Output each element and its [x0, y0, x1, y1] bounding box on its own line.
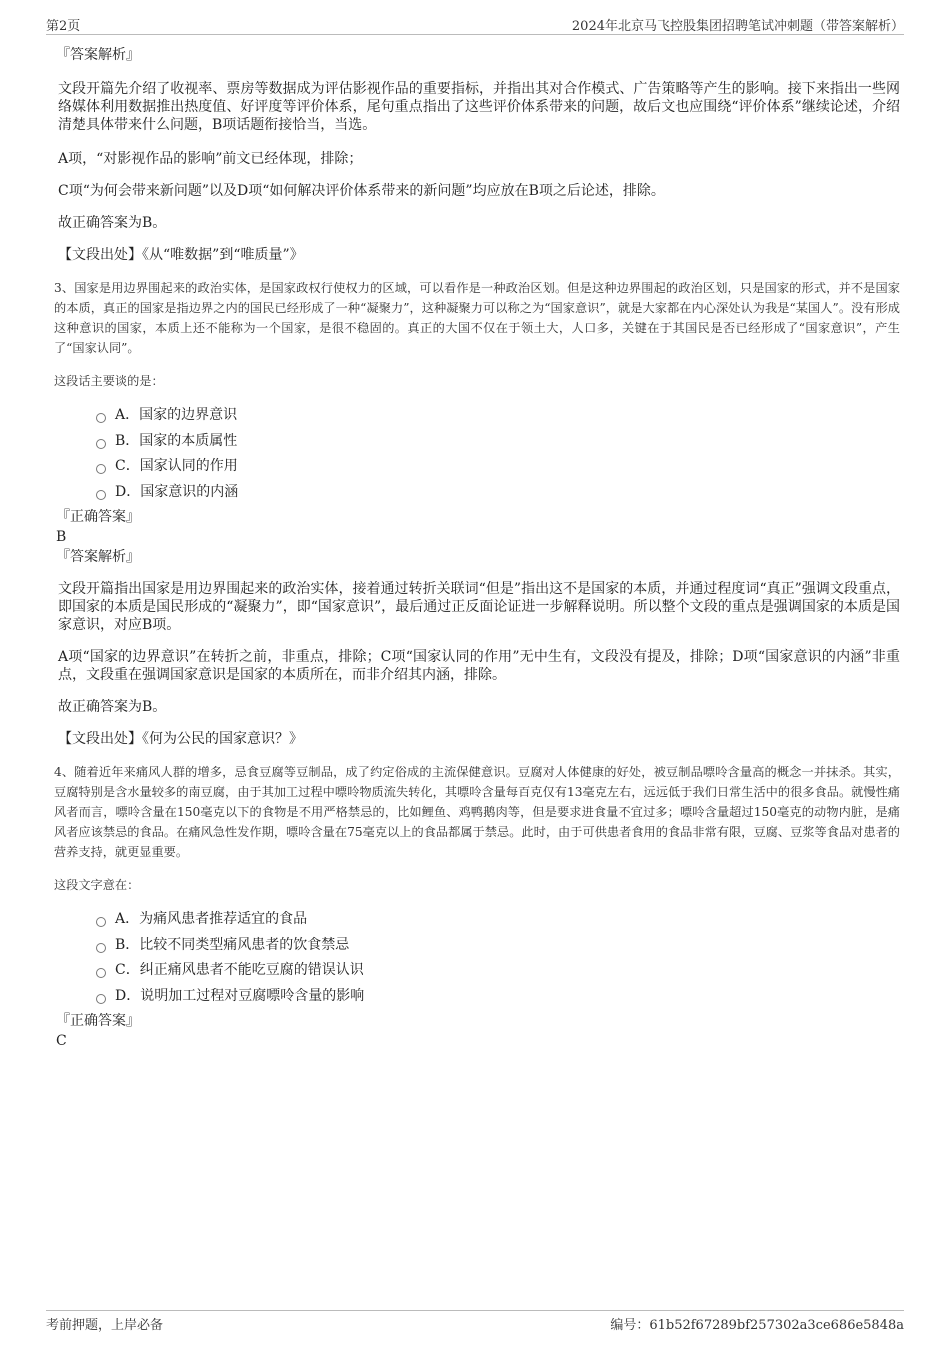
q4-question-text: 4、随着近年来痛风人群的增多，忌食豆腐等豆制品，成了约定俗成的主流保健意识。豆腐对人体健康的好处，被豆制品嘌呤含量高的概念一并抹杀。其实，豆腐特别是含水量较多的南豆腐，由于其加工过程中嘌呤物质流失转化，其嘌呤含量每百克仅有13毫克左右，远远低于我们日常生活中的很多食品。就慢性痛风者而言，嘌呤含量在150毫克以下的食物是不用严格禁忌的，比如鲤鱼、鸡鸭鹅肉等，但是要求进食量不宜过多；嘌呤含量超过150毫克的动物内脏，是痛风者应该禁忌的食品。在痛风急性发作期，嘌呤含量在75毫克以上的食品都属于禁忌。此时，由于可供患者食用的食品非常有限，豆腐、豆浆等食品对患者的营养支持，就更显重要。	[54, 765, 900, 859]
radio-button-icon[interactable]	[96, 943, 106, 953]
radio-button-icon[interactable]	[96, 994, 106, 1004]
document-title: 2024年北京马飞控股集团招聘笔试冲刺题（带答案解析）	[571, 19, 904, 34]
q3-analysis-label: 『答案解析』	[56, 549, 140, 565]
q4-option-c[interactable]: C．纠正痛风患者不能吃豆腐的错误认识	[96, 961, 900, 987]
q2-analysis-label: 『答案解析』	[56, 47, 140, 63]
q3-analysis-paragraph: A项“国家的边界意识”在转折之前，非重点，排除；C项“国家认同的作用”无中生有，文段没有提及，排除；D项“国家意识的内涵”非重点，文段重在强调国家意识是国家的本质所在，而非介绍其内涵，排除。	[58, 649, 900, 683]
q3-analysis-conclusion: 故正确答案为B。	[58, 699, 167, 715]
q3-option-c[interactable]: C．国家认同的作用	[96, 457, 900, 483]
q3-option-a[interactable]: A．国家的边界意识	[96, 406, 900, 432]
radio-button-icon[interactable]	[96, 439, 106, 449]
q2-analysis-paragraph: C项“为何会带来新问题”以及D项“如何解决评价体系带来的新问题”均应放在B项之后论述，排除。	[58, 183, 665, 199]
q4-question-prompt: 这段文字意在：	[54, 878, 140, 892]
q3-options	[96, 406, 900, 508]
q4-option-b[interactable]: B．比较不同类型痛风患者的饮食禁忌	[96, 936, 900, 962]
q3-analysis-paragraph: 文段开篇指出国家是用边界围起来的政治实体，接着通过转折关联词“但是”指出这不是国家的本质，并通过程度词“真正”强调文段重点，即国家的本质是国民形成的“凝聚力”，即“国家意识”，最后通过正反面论证进一步解释说明。所以整个文段的重点是强调国家的本质是国家意识，对应B项。	[58, 581, 900, 633]
radio-button-icon[interactable]	[96, 968, 106, 978]
page-number: 第2页	[46, 19, 81, 34]
q3-correct-answer: B	[56, 529, 67, 545]
page-content	[52, 46, 900, 1050]
q3-question-prompt: 这段话主要谈的是：	[54, 374, 164, 388]
q3-correct-label: 『正确答案』	[56, 509, 140, 525]
q3-option-d[interactable]: D．国家意识的内涵	[96, 483, 900, 509]
q4-option-d[interactable]: D．说明加工过程对豆腐嘌呤含量的影响	[96, 987, 900, 1013]
page-header	[46, 14, 904, 35]
q4-options	[96, 910, 900, 1012]
q4-correct-label: 『正确答案』	[56, 1013, 140, 1029]
q2-analysis-conclusion: 故正确答案为B。	[58, 215, 167, 231]
q2-source: 【文段出处】《从“唯数据”到“唯质量”》	[58, 247, 304, 263]
radio-button-icon[interactable]	[96, 490, 106, 500]
radio-button-icon[interactable]	[96, 464, 106, 474]
q4-option-a[interactable]: A．为痛风患者推荐适宜的食品	[96, 910, 900, 936]
q4-correct-answer: C	[56, 1033, 67, 1049]
page-footer	[46, 1310, 904, 1333]
q3-option-b[interactable]: B．国家的本质属性	[96, 432, 900, 458]
document-id: 编号：61b52f67289bf257302a3ce686e5848a	[610, 1318, 904, 1333]
q3-source: 【文段出处】《何为公民的国家意识？》	[58, 731, 303, 747]
q3-question-text: 3、国家是用边界围起来的政治实体，是国家政权行使权力的区域，可以看作是一种政治区划。但是这种边界围起的政治区划，只是国家的形式，并不是国家的本质，真正的国家是指边界之内的国民已经形成了一种“凝聚力”，这种凝聚力可以称之为“国家意识”，就是大家都在内心深处认为我是“某国人”。没有形成这种意识的国家，本质上还不能称为一个国家，是很不稳固的。真正的大国不仅在于领土大，人口多，关键在于其国民是否已经形成了“国家意识”，产生了“国家认同”。	[54, 281, 900, 355]
radio-button-icon[interactable]	[96, 917, 106, 927]
radio-button-icon[interactable]	[96, 413, 106, 423]
q2-analysis-paragraph: 文段开篇先介绍了收视率、票房等数据成为评估影视作品的重要指标，并指出其对合作模式、广告策略等产生的影响。接下来指出一些网络媒体利用数据推出热度值、好评度等评价体系，尾句重点指出了这些评价体系带来的问题，故后文也应围绕“评价体系”继续论述，介绍清楚具体带来什么问题，B项话题衔接恰当，当选。	[58, 81, 900, 133]
q2-analysis-paragraph: A项，“对影视作品的影响”前文已经体现，排除；	[58, 151, 363, 167]
footer-slogan: 考前押题，上岸必备	[46, 1318, 164, 1333]
